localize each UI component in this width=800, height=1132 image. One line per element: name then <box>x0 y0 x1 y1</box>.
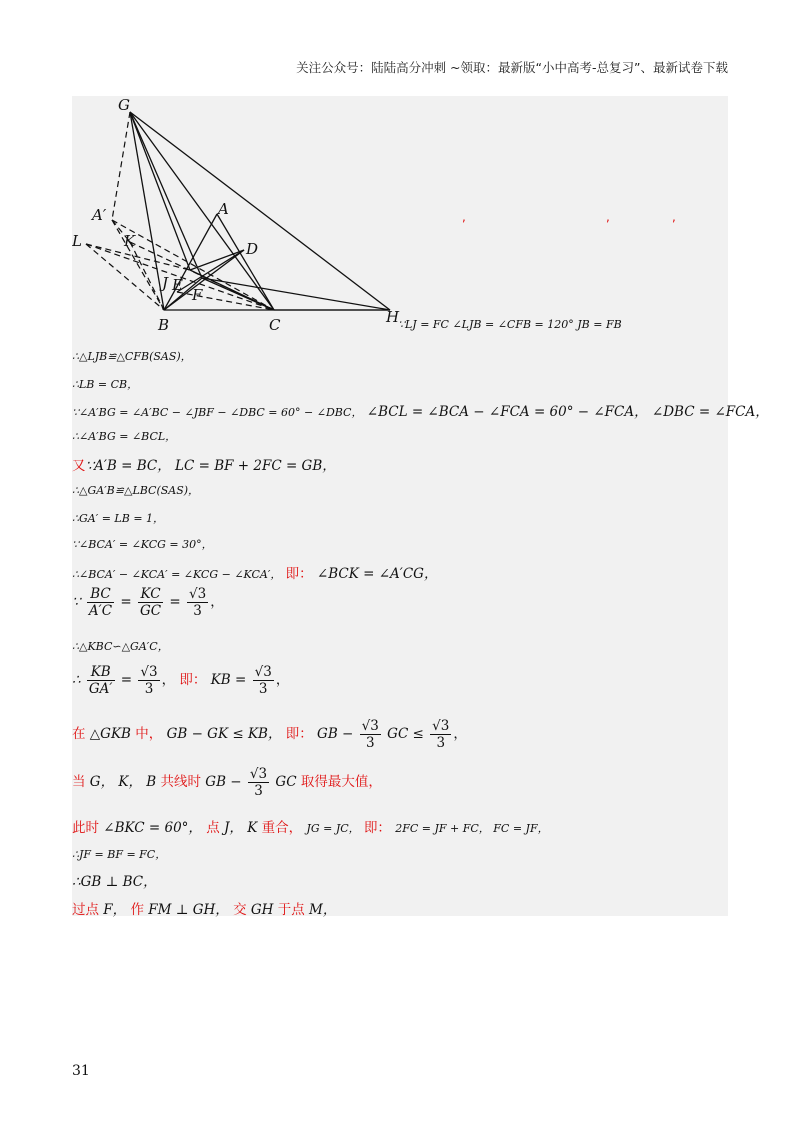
line-13-mid: KB = <box>210 672 247 688</box>
line-7: ∴△GA′B≌△LBC(SAS)， <box>72 484 200 497</box>
line-6-red: 又 <box>72 458 86 474</box>
fraction: $\frac{√3}{3}$ <box>432 718 450 751</box>
fraction: $\frac{KC}{GC}$ <box>139 586 162 619</box>
line-4 <box>72 400 769 420</box>
label-D: D <box>246 240 259 258</box>
line-5: ∴∠A′BG = ∠BCL， <box>72 430 177 443</box>
line-16: 此时 ∠BKC = 60°， 点 J， K 重合， JG = JC， 即： 2FC = JF + FC， FC = JF， <box>72 820 549 836</box>
line-10-red: 即： <box>285 566 313 582</box>
stray-mark: , <box>606 210 610 224</box>
line-1: ∵LJ = FC ∠LJB = ∠CFB = 120° JB = FB <box>398 318 622 331</box>
page-number: 31 <box>72 1063 90 1079</box>
line-19: 过点 F， 作 FM ⊥ GH， 交 GH 于点 M， <box>72 902 337 918</box>
fraction: $\frac{√3}{3}$ <box>249 766 268 799</box>
line-8: ∴GA′ = LB = 1， <box>72 512 165 525</box>
label-K: K <box>124 232 136 250</box>
page-header: 关注公众号：陆陆高分冲刺 ~领取：最新版“小中高考-总复习”、最新试卷下载 <box>296 60 728 75</box>
line-17: ∴JF = BF = FC， <box>72 848 167 861</box>
line-10 <box>72 562 728 582</box>
line-10a: ∴∠BCA′ − ∠KCA′ = ∠KCG − ∠KCA′， <box>72 568 282 581</box>
label-G: G <box>118 96 130 114</box>
line-15: 当 G， K， B 共线时 GB − $\frac{√3}{3}$ GC 取得最大值， <box>72 766 382 799</box>
solution-panel <box>72 96 769 918</box>
line-4a: ∵∠A′BG = ∠A′BC − ∠JBF − ∠DBC = 60° − ∠DBC， <box>72 406 363 419</box>
fraction: $\frac{√3}{3}$ <box>140 664 158 697</box>
line-13-pre: ∴ <box>72 672 81 688</box>
fraction: $\frac{KB}{GA'}$ <box>88 664 113 697</box>
line-13-red: 即： <box>179 672 207 688</box>
label-C: C <box>269 316 281 334</box>
line-10b: ∠BCK = ∠A′CG， <box>316 566 438 582</box>
line-2: ∴△LJB≌△CFB(SAS)， <box>72 350 192 363</box>
line-9: ∵∠BCA′ = ∠KCG = 30°， <box>72 538 213 551</box>
fraction: $\frac{√3}{3}$ <box>361 718 379 751</box>
label-B: B <box>158 316 170 334</box>
line-4c: ∠DBC = ∠FCA， <box>651 404 769 420</box>
line-18: ∴GB ⊥ BC， <box>72 874 157 890</box>
line-4b: ∠BCL = ∠BCA − ∠FCA = 60° − ∠FCA， <box>366 404 648 420</box>
stray-mark: , <box>462 210 466 224</box>
label-L: L <box>72 232 82 250</box>
label-F: F <box>192 286 203 304</box>
line-11: ∵ $\frac{BC}{A'C}$ = $\frac{KC}{GC}$ = $\frac{√3}{3}$ ， <box>72 586 224 619</box>
line-12: ∴△KBC∽△GA′C， <box>72 640 169 653</box>
label-H: H <box>386 308 400 326</box>
fraction: $\frac{√3}{3}$ <box>188 586 207 619</box>
geometry-figure <box>72 96 412 336</box>
line-13: ∴ $\frac{KB}{GA'}$ = $\frac{√3}{3}$ ， 即： KB = $\frac{√3}{3}$ ， <box>72 664 290 697</box>
label-E: E <box>172 276 183 294</box>
line-6-text: ∵A′B = BC， LC = BF + 2FC = GB， <box>85 458 336 474</box>
fraction: $\frac{√3}{3}$ <box>254 664 272 697</box>
line-3: ∴LB = CB， <box>72 378 139 391</box>
line-11-pre: ∵ <box>72 594 81 610</box>
line-6 <box>72 454 728 474</box>
line-14: 在 △GKB 中， GB − GK ≤ KB， 即： GB − $\frac{√3}{3}$ GC ≤ $\frac{√3}{3}$ ， <box>72 718 467 751</box>
stray-mark: , <box>672 210 676 224</box>
label-A-prime: A′ <box>92 206 107 224</box>
fraction: $\frac{BC}{A'C}$ <box>88 586 113 619</box>
label-A: A <box>218 200 229 218</box>
label-J: J <box>162 274 169 292</box>
